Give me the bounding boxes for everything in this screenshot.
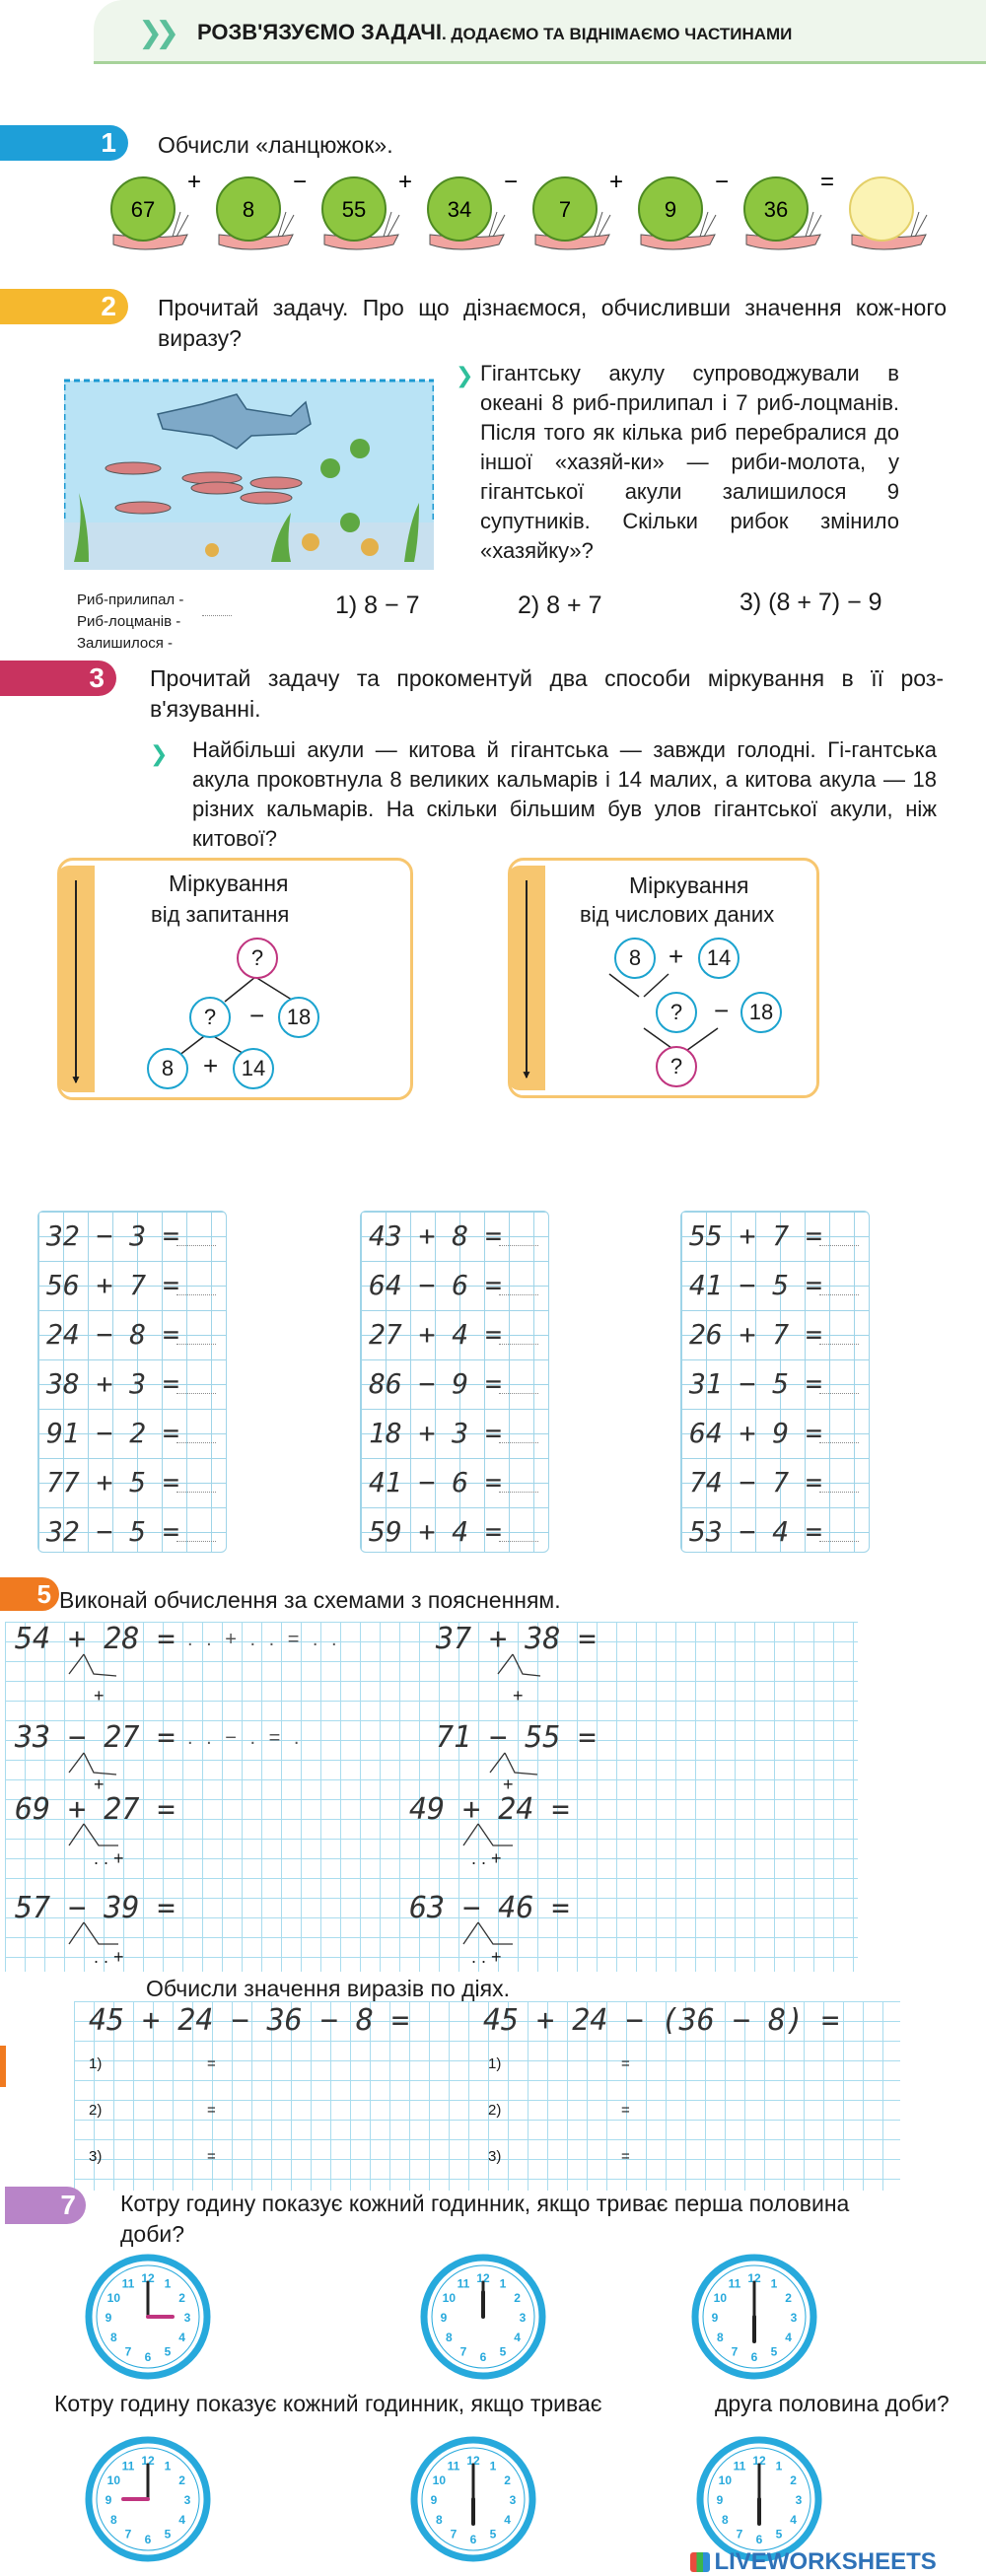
node-8: 8: [147, 1048, 188, 1089]
task-number-7: 7: [5, 2187, 86, 2224]
clock-number: 12: [747, 2271, 761, 2285]
task-number-1: 1: [0, 125, 128, 161]
aquarium-image: [64, 375, 434, 572]
exercise-row: 56 + 7 =: [46, 1269, 179, 1301]
answer-input[interactable]: [176, 1468, 216, 1493]
clock-number: 8: [110, 2331, 117, 2344]
clock-number: 1: [775, 2459, 783, 2473]
box1-title-1: Міркування: [169, 870, 289, 896]
scheme-plus-2: +: [513, 1686, 524, 1706]
expr-33-27: 33 − 27 =: [15, 1720, 176, 1755]
clock-number: 12: [141, 2454, 155, 2468]
node-question-bottom: ?: [656, 1046, 697, 1087]
exercise-grid-3: [680, 1211, 870, 1553]
clock-number: 5: [164, 2344, 172, 2359]
clock-number: 10: [106, 2291, 121, 2305]
double-chevron-icon: ❯❯: [138, 17, 173, 49]
answer-input[interactable]: [819, 1419, 859, 1443]
exercise-row: 59 + 4 =: [369, 1515, 502, 1548]
snail-8: [217, 169, 307, 249]
node-14: 14: [233, 1048, 274, 1089]
step-label: 3): [488, 2148, 502, 2165]
clock-number: 11: [121, 2459, 135, 2473]
clock-number: 6: [750, 2350, 758, 2364]
answer-input[interactable]: [499, 1468, 538, 1493]
clock-number: 10: [718, 2473, 733, 2487]
task2-labels: [77, 590, 183, 655]
node-8: 8: [614, 938, 656, 979]
clock-number: 11: [457, 2276, 470, 2291]
clock-number: 1: [499, 2276, 507, 2291]
exercise-row: 27 + 4 =: [369, 1318, 502, 1351]
snail-value: 67: [130, 197, 156, 222]
snail-value: 55: [341, 197, 367, 222]
clock-number: 8: [722, 2513, 729, 2527]
clock-number: 7: [459, 2344, 467, 2359]
scheme-dots-1: . . +: [94, 1848, 124, 1868]
clock-number: 2: [785, 2291, 792, 2305]
clock-number: 3: [519, 2311, 527, 2325]
chain-operator: −: [292, 169, 308, 195]
task7-text2: Котру годину показує кожний годинник, якщо триває: [54, 2391, 602, 2416]
snail-67: [111, 169, 201, 249]
exercise-row: 41 − 6 =: [369, 1466, 502, 1498]
node-question-mid: ?: [189, 997, 231, 1038]
exercise-row: 64 − 6 =: [369, 1269, 502, 1301]
clock-number: 12: [476, 2271, 490, 2285]
clock-number: 6: [144, 2350, 152, 2364]
step-equals: =: [621, 2148, 630, 2165]
scheme-plus-3: +: [94, 1775, 105, 1794]
clock-number: 12: [141, 2271, 155, 2285]
expr-3: 3) (8 + 7) − 9: [740, 589, 882, 616]
answer-input[interactable]: [819, 1369, 859, 1394]
reasoning-box-data: [508, 858, 819, 1098]
exercise-row: 77 + 5 =: [46, 1466, 179, 1498]
answer-input[interactable]: [176, 1369, 216, 1394]
clock-number: 2: [178, 2473, 185, 2487]
label-lotsman: Риб-лоцманів -: [77, 613, 181, 630]
answer-input[interactable]: [499, 1271, 538, 1295]
chain-operator: −: [714, 169, 730, 195]
expr-49-24: 49 + 24 =: [409, 1792, 570, 1827]
clock-icon: [690, 2253, 818, 2381]
answer-input[interactable]: [819, 1517, 859, 1542]
answer-input[interactable]: [176, 1517, 216, 1542]
chain-operator: +: [608, 169, 624, 195]
step-label: 1): [89, 2055, 103, 2072]
scheme-plus-1: +: [94, 1686, 105, 1706]
exercise-row: 53 − 4 =: [689, 1515, 822, 1548]
clock-number: 1: [164, 2459, 172, 2473]
exercise-row: 32 − 5 =: [46, 1515, 179, 1548]
clock-number: 12: [466, 2454, 480, 2468]
clock-number: 5: [775, 2527, 783, 2541]
clock-number: 8: [436, 2513, 443, 2527]
answer-input[interactable]: [499, 1221, 538, 1246]
exercise-row: 43 + 8 =: [369, 1219, 502, 1252]
exercise-row: 31 − 5 =: [689, 1367, 822, 1400]
exercise-row: 74 − 7 =: [689, 1466, 822, 1498]
clock-number: 8: [717, 2331, 724, 2344]
op-plus: +: [669, 941, 684, 971]
clock-number: 9: [711, 2311, 719, 2325]
clock-number: 11: [728, 2276, 741, 2291]
exercise-grid-1: [37, 1211, 227, 1553]
answer-input[interactable]: [819, 1468, 859, 1493]
expr-57-39: 57 − 39 =: [15, 1891, 176, 1925]
scheme-dots-4: . . +: [471, 1947, 502, 1967]
exercise-row: 24 − 8 =: [46, 1318, 179, 1351]
exercise-row: 55 + 7 =: [689, 1219, 822, 1252]
clock-number: 2: [178, 2291, 185, 2305]
chain-operator: −: [503, 169, 519, 195]
exercise-row: 91 − 2 =: [46, 1417, 179, 1449]
node-18: 18: [740, 992, 782, 1033]
step-label: 2): [89, 2102, 103, 2119]
logo-icon: [690, 2552, 710, 2572]
chain-operator: +: [397, 169, 413, 195]
clock-number: 2: [504, 2473, 511, 2487]
scheme-dots-2: . . +: [471, 1848, 502, 1868]
clock-number: 3: [795, 2493, 803, 2507]
clock-number: 9: [430, 2493, 438, 2507]
exercise-row: 26 + 7 =: [689, 1318, 822, 1351]
task-number-2: 2: [0, 289, 128, 324]
clock-number: 5: [164, 2527, 172, 2541]
snail-value: 36: [763, 197, 789, 222]
snail-chain: [104, 168, 961, 256]
clock-number: 10: [713, 2291, 728, 2305]
op-minus: −: [249, 1001, 265, 1030]
task3-text: Прочитай задачу та прокоментуй два способи міркування в її роз-в'язуванні.: [150, 665, 944, 722]
clock-number: 1: [164, 2276, 172, 2291]
expr-71-55: 71 − 55 =: [436, 1720, 597, 1755]
step-equals: =: [621, 2055, 630, 2072]
snail-9: [639, 169, 729, 249]
clock-number: 5: [499, 2344, 507, 2359]
step-label: 2): [488, 2102, 502, 2119]
clock-number: 10: [442, 2291, 457, 2305]
clock-number: 11: [447, 2459, 460, 2473]
answer-input[interactable]: [176, 1271, 216, 1295]
clock-number: 2: [790, 2473, 797, 2487]
answer-input[interactable]: [819, 1221, 859, 1246]
clock-number: 7: [731, 2344, 739, 2359]
exercise-row: 18 + 3 =: [369, 1417, 502, 1449]
step-equals: =: [207, 2102, 216, 2119]
snail-7: [533, 169, 623, 249]
answer-input[interactable]: [499, 1320, 538, 1345]
bullet-chevron-icon: ❯: [150, 741, 169, 766]
clock-number: 9: [440, 2311, 448, 2325]
task-number-5: 5: [0, 1577, 59, 1611]
node-14: 14: [698, 938, 740, 979]
exercise-row: 64 + 9 =: [689, 1417, 822, 1449]
clock-icon: [419, 2253, 547, 2381]
clock-number: 7: [736, 2527, 743, 2541]
node-question-top: ?: [237, 938, 278, 979]
clock-number: 7: [124, 2527, 132, 2541]
clock-number: 9: [105, 2311, 112, 2325]
clock-number: 12: [752, 2454, 766, 2468]
task5-text: Виконай обчислення за схемами з поясненням.: [59, 1587, 561, 1613]
liveworksheets-logo: LIVEWORKSHEETS: [690, 2548, 937, 2576]
task6-text: Обчисли значення виразів по діях.: [146, 1976, 511, 2001]
chain-operator: +: [186, 169, 202, 195]
clock-number: 4: [785, 2331, 792, 2344]
clock-number: 10: [432, 2473, 447, 2487]
clock-number: 11: [733, 2459, 746, 2473]
clock-number: 4: [504, 2513, 511, 2527]
scheme-dots-3: . . +: [94, 1947, 124, 1967]
snail-36: [744, 169, 834, 249]
reasoning-box-question: [57, 858, 413, 1100]
expr-2: 2) 8 + 7: [518, 592, 602, 619]
clock-number: 3: [183, 2311, 191, 2325]
clock-number: 5: [489, 2527, 497, 2541]
node-18: 18: [278, 997, 319, 1038]
clock-number: 3: [509, 2493, 517, 2507]
label-prylypal: Риб-прилипал -: [77, 592, 184, 608]
step-equals: =: [207, 2055, 216, 2072]
clock-number: 8: [110, 2513, 117, 2527]
answer-input[interactable]: [499, 1369, 538, 1394]
answer-input-prylypal[interactable]: [202, 592, 232, 616]
box2-title-2: від числових даних: [580, 902, 775, 927]
node-question-mid: ?: [656, 992, 697, 1033]
expr-left: 45 + 24 − 36 − 8 =: [89, 2003, 410, 2038]
clock-number: 5: [770, 2344, 778, 2359]
exercise-row: 32 − 3 =: [46, 1219, 179, 1252]
clock-number: 4: [178, 2331, 185, 2344]
clock-number: 4: [790, 2513, 797, 2527]
clock-number: 3: [183, 2493, 191, 2507]
op-plus: +: [203, 1051, 219, 1080]
clock-number: 7: [450, 2527, 458, 2541]
snail-value: 7: [558, 197, 572, 222]
box1-title-2: від запитання: [151, 902, 290, 927]
clock-number: 7: [124, 2344, 132, 2359]
task2-story: Гігантську акулу супроводжували в океані 8 риб-прилипал і 7 риб-лоцманів. Після того як кілька риб перебралися до іншої «хазяй-ки» — риби-молота, у гігантської акули залишилося 9 супутників. Скільки рибок змінило «хазяйку»?: [480, 361, 899, 563]
op-minus: −: [714, 996, 730, 1025]
expr-63-46: 63 − 46 =: [409, 1891, 570, 1925]
clock-number: 6: [144, 2533, 152, 2546]
clock-number: 2: [514, 2291, 521, 2305]
snail-answer[interactable]: [850, 177, 927, 249]
clock-icon: [84, 2253, 212, 2381]
task1-text: Обчисли «ланцюжок».: [158, 132, 393, 158]
expr-right: 45 + 24 − (36 − 8) =: [483, 2003, 840, 2038]
answer-input[interactable]: [176, 1320, 216, 1345]
scheme-plus-4: +: [503, 1775, 514, 1794]
exercise-grid-2: [360, 1211, 549, 1553]
clock-number: 1: [489, 2459, 497, 2473]
expr-54-28-answer: . . + . . = . .: [187, 1629, 341, 1650]
box2-title-1: Міркування: [629, 872, 749, 898]
exercise-row: 86 − 9 =: [369, 1367, 502, 1400]
task7-text: Котру годину показує кожний годинник, якщо триває перша половина доби?: [120, 2191, 850, 2247]
clock-number: 6: [469, 2533, 477, 2546]
clock-icon: [84, 2435, 212, 2563]
expr-69-27: 69 + 27 =: [15, 1792, 176, 1827]
chain-operator: =: [819, 169, 835, 195]
snail-value: 8: [242, 197, 255, 222]
arrow-head: ▼: [521, 1068, 532, 1081]
exercise-row: 38 + 3 =: [46, 1367, 179, 1400]
answer-input[interactable]: [499, 1419, 538, 1443]
clock-number: 8: [446, 2331, 453, 2344]
answer-input[interactable]: [499, 1517, 538, 1542]
task2-text: Прочитай задачу. Про що дізнаємося, обчисливши значення кож-ного виразу?: [158, 295, 947, 351]
task7-text2b: друга половина доби?: [715, 2391, 950, 2416]
expr-1: 1) 8 − 7: [335, 592, 420, 619]
clock-icon: [409, 2435, 537, 2563]
answer-input[interactable]: [176, 1419, 216, 1443]
clock-number: 11: [121, 2276, 135, 2291]
snail-value: 9: [664, 197, 677, 222]
answer-input[interactable]: [819, 1320, 859, 1345]
scheme-arrows: [0, 1617, 858, 1972]
bullet-chevron-icon: ❯: [456, 363, 474, 387]
expr-54-28: 54 + 28 =: [15, 1622, 176, 1656]
step-label: 3): [89, 2148, 103, 2165]
answer-input[interactable]: [176, 1221, 216, 1246]
clock-number: 9: [716, 2493, 724, 2507]
task-number-3: 3: [0, 661, 116, 696]
clock-number: 10: [106, 2473, 121, 2487]
step-label: 1): [488, 2055, 502, 2072]
exercise-row: 41 − 5 =: [689, 1269, 822, 1301]
step-equals: =: [207, 2148, 216, 2165]
task3-story: Найбільші акули — китова й гігантська — завжди голодні. Гі-гантська акула проковтнула 8 великих кальмарів і 14 малих, а китова акула — 18 різних кальмарів. На скільки більшим був улов гігантської акули, ніж китової?: [192, 737, 937, 851]
answer-input[interactable]: [819, 1271, 859, 1295]
clock-number: 3: [790, 2311, 798, 2325]
clock-number: 6: [755, 2533, 763, 2546]
clock-number: 6: [479, 2350, 487, 2364]
clock-number: 1: [770, 2276, 778, 2291]
clock-number: 4: [178, 2513, 185, 2527]
snail-55: [322, 169, 412, 249]
step-equals: =: [621, 2102, 630, 2119]
arrow-head: ▼: [70, 1073, 82, 1086]
clock-icon: [695, 2435, 823, 2563]
snail-34: [428, 169, 518, 249]
clock-number: 4: [514, 2331, 521, 2344]
task-number-6: [0, 2046, 6, 2087]
label-left: Залишилося -: [77, 635, 173, 652]
snail-value: 34: [447, 197, 472, 222]
expr-33-27-answer: . . − . = .: [187, 1727, 304, 1749]
page-title: РОЗВ'ЯЗУЄМО ЗАДАЧІ. ДОДАЄМО ТА ВІДНІМАЄМО ЧАСТИНАМИ: [197, 20, 793, 44]
expr-37-38: 37 + 38 =: [436, 1622, 597, 1656]
clock-number: 9: [105, 2493, 112, 2507]
